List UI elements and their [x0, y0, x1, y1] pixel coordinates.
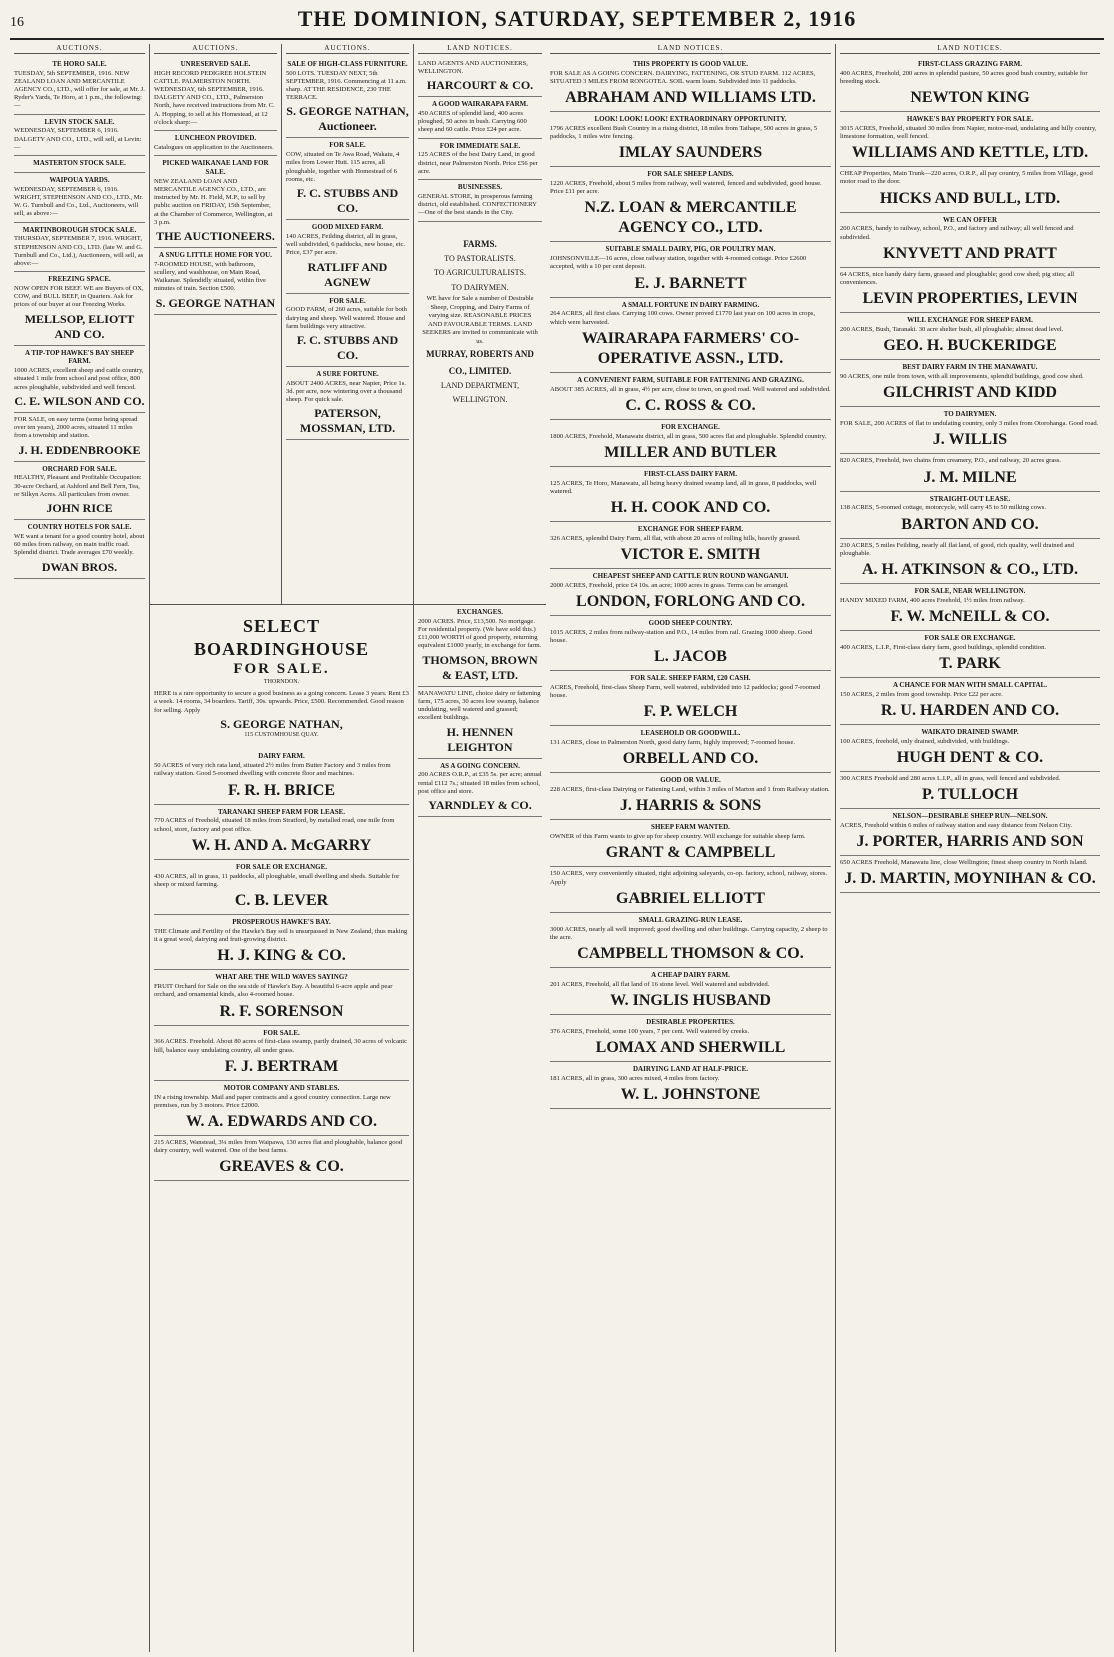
advert-body: GENERAL STORE, in prosperous farming district, old established. CONFECTIONERY—One of the best stands in the City.	[418, 192, 537, 217]
advert-body: HANDY MIXED FARM, 400 acres Freehold, 1½ miles from railway.	[840, 596, 1025, 604]
advertisement	[286, 220, 409, 293]
advert-agent: IMLAY SAUNDERS	[618, 144, 763, 162]
column-2	[150, 44, 282, 604]
advert-body: OWNER of this Farm wants to give up for sheep country. Will exchange for suitable sheep farm.	[550, 833, 806, 841]
advertisement	[550, 522, 831, 569]
advert-body: FRUIT Orchard for Sale on the sea side of Hawke's Bay. A beautiful 6-acre apple and pear orchard, and ornamental kinds, also 4-roomed house.	[154, 983, 393, 999]
advert-body: TUESDAY, 5th SEPTEMBER, 1916. NEW ZEALAND LOAN AND MERCANTILE AGENCY CO., LTD., will offer for sale, at Mr. J. Ryder's Yards, Te Horo, at 1 p.m., the following:—	[14, 69, 145, 110]
advert-body: THURSDAY, SEPTEMBER 7, 1916. WRIGHT, STEPHENSON AND CO., LTD. (late W. and G. Turnbull and Co., Ltd.), Auctioneers, will sell, as above:—	[14, 235, 144, 268]
advertisement	[550, 616, 831, 671]
advertisement	[840, 678, 1100, 725]
advert-body: 90 ACRES, one mile from town, with all improvements, splendid buildings, good cow shed.	[840, 373, 1084, 381]
advertisement	[418, 139, 542, 180]
advert-heading: A GOOD WAIRARAPA FARM.	[431, 100, 529, 109]
advert-body: 50 ACRES of very rich rata land, situated 2½ miles from Butter Factory and 3 miles from railway station. Good 5-roomed dwelling with concrete floor and machines.	[154, 762, 391, 778]
advertisement	[840, 809, 1100, 856]
farms-advert: FARMS. TO PASTORALISTS. TO AGRICULTURALISTS. TO DAIRYMEN. WE have for Sale a number of Desirable Sheep, Cropping, and Dairy Farms of varying size. REASONABLE PRICES AND FAVOURABLE TERMS. LAND SEEKERS are invited to communicate with us. MURRAY, ROBERTS AND CO., LIMITED. LAND DEPARTMENT, WELLINGTON.	[422, 238, 538, 405]
advert-agent: GEO. H. BUCKERIDGE	[883, 337, 1057, 355]
advert-agent: W. INGLIS HUSBAND	[610, 992, 771, 1010]
advert-agent: DWAN BROS.	[41, 559, 118, 574]
advert-agent: H. J. KING & CO.	[217, 947, 346, 965]
advert-body: 264 ACRES, all first class. Carrying 100 cows. Owner proved £1770 last year on 100 acres in crops, which were harvested.	[550, 310, 815, 326]
advert-heading: PICKED WAIKANAE LAND FOR SALE.	[162, 159, 269, 176]
advert-body: 200 ACRES, handy to railway, school, P.O., and factory and railway; all well fenced and subdivided.	[840, 225, 1074, 241]
advert-heading: LEASEHOLD OR GOODWILL.	[640, 729, 741, 738]
advert-agent: S. GEORGE NATHAN, Auctioneer.	[286, 104, 409, 134]
advert-body: 2000 ACRES. Price, £13,500. No mortgage. For residential property. (We have sold this.) £11,000 WORTH of good property, returning equivalent £1000 yearly, in exchange for farm.	[418, 617, 542, 650]
advert-agent: J. HARRIS & SONS	[619, 797, 762, 815]
advertisement	[550, 773, 831, 820]
advert-body: 230 ACRES, 5 miles Feilding, nearly all flat land, of good, rich quality, well drained and ploughable.	[840, 541, 1074, 557]
advert-body: GOOD FARM, of 260 acres, suitable for both dairying and sheep. Well watered. House and farm buildings very attractive.	[286, 306, 407, 330]
advert-agent: R. F. SORENSON	[219, 1002, 344, 1020]
advert-body: 300 ACRES Freehold and 280 acres L.I.P., all in grass, well fenced and subdivided.	[840, 774, 1061, 782]
columns	[10, 44, 1104, 1652]
advert-body: CHEAP Properties, Main Trunk—220 acres, O.R.P., all pay country, 5 miles from Village, good motor road to the door.	[840, 170, 1093, 186]
advertisement	[418, 57, 542, 97]
advert-agent: F. C. STUBBS AND CO.	[296, 333, 399, 363]
advert-heading: GOOD OR VALUE.	[660, 776, 721, 785]
advertisement	[14, 462, 145, 520]
advert-body: ACRES, Freehold, first-class Sheep Farm, well watered, subdivided into 12 paddocks; good 7-roomed house.	[550, 683, 821, 700]
advert-agent: J. H. EDDENBROOKE	[18, 442, 141, 457]
advert-agent: F. P. WELCH	[643, 703, 738, 721]
advert-body: 138 ACRES, 5-roomed cottage, motorcycle, will carry 45 to 50 milking cows.	[840, 504, 1047, 512]
advert-heading: BUSINESSES.	[457, 183, 503, 192]
advert-agent: ORBELL AND CO.	[622, 750, 759, 768]
column-3	[282, 44, 414, 604]
advertisement	[286, 57, 409, 139]
advertisement	[154, 915, 409, 970]
column-4-lower	[414, 605, 546, 1652]
advert-body: NEW ZEALAND LOAN AND MERCANTILE AGENCY CO., LTD., are instructed by Mr. H. Field, M.P., to sell by public auction on FRIDAY, 15th September, at the Chamber of Commerce, Wellington, at 3 p.m.	[154, 177, 273, 226]
masthead	[10, 6, 1104, 40]
advert-body: FOR SALE, on easy terms (some being spread over ten years), 2000 acres, situated 11 miles from a township and station.	[14, 415, 138, 440]
advert-body: 1015 ACRES, 2 miles from railway-station and P.O., 14 miles from rail. Grazing 1000 sheep. Good house.	[550, 628, 813, 644]
advert-agent: L. JACOB	[654, 648, 727, 666]
advert-heading: FIRST-CLASS DAIRY FARM.	[643, 469, 738, 478]
column-4	[414, 44, 546, 604]
advertisement	[840, 407, 1100, 454]
advert-body: MANAWATU LINE, choice dairy or fattening farm, 175 acres, 30 acres low swamp, balance undulating, well watered and grassed; excellent buildings.	[418, 689, 541, 722]
advert-body: 770 ACRES of Freehold, situated 18 miles from Stratford, by metalled road, one mile from school, store, factory and post office.	[154, 817, 395, 833]
advert-agent: YARNDLEY & CO.	[428, 798, 532, 813]
column-1	[10, 44, 150, 1652]
advert-agent: MILLER AND BUTLER	[604, 443, 777, 461]
advert-agent: F. W. McNEILL & CO.	[890, 607, 1050, 625]
advert-body: 150 ACRES, 2 miles from good township. Price £22 per acre.	[840, 690, 1003, 698]
section-header: AUCTIONS.	[286, 44, 409, 54]
advertisement	[840, 772, 1100, 809]
advert-agent: C. E. WILSON AND CO.	[14, 393, 145, 408]
advert-agent: ABRAHAM AND WILLIAMS LTD.	[565, 88, 816, 106]
advertisement	[550, 467, 831, 522]
advert-body: 1796 ACRES excellent Bush Country in a rising district, 18 miles from Taihape, 500 acres in grass, 5 paddocks, 1 miles wire fencing.	[550, 124, 818, 140]
advert-heading: DAIRYING LAND AT HALF-PRICE.	[632, 1065, 748, 1074]
advert-heading: A SURE FORTUNE.	[316, 370, 379, 379]
advert-heading: SMALL GRAZING-RUN LEASE.	[638, 915, 743, 924]
advert-body: FOR SALE, 200 ACRES of flat to undulating country, only 3 miles from Otorohanga. Good road.	[840, 420, 1099, 428]
advertisement	[154, 805, 409, 860]
advert-heading: GOOD SHEEP COUNTRY.	[648, 619, 733, 627]
advertisement	[840, 268, 1100, 313]
advertisement	[840, 57, 1100, 112]
advert-heading: GOOD MIXED FARM.	[311, 223, 384, 232]
advert-agent: NEWTON KING	[910, 88, 1030, 106]
advert-heading: MOTOR COMPANY AND STABLES.	[223, 1083, 340, 1092]
advertisement	[550, 867, 831, 912]
advert-heading: MASTERTON STOCK SALE.	[33, 159, 126, 168]
advert-heading: A CHANCE FOR MAN WITH SMALL CAPITAL.	[893, 680, 1047, 689]
advertisement	[550, 1062, 831, 1109]
advert-heading: THIS PROPERTY IS GOOD VALUE.	[633, 59, 748, 68]
advert-agent: J. WILLIS	[932, 431, 1008, 449]
advert-body: 64 ACRES, nice handy dairy farm, grassed and ploughable; good cow shed; pig sties; all conveniences.	[840, 270, 1075, 287]
advert-body: 500 LOTS. TUESDAY NEXT, 5th SEPTEMBER, 1916. Commencing at 11 a.m. sharp. AT THE RESIDENCE, 230 THE TERRACE.	[286, 69, 407, 102]
advert-agent: E. J. BARNETT	[634, 274, 747, 292]
advert-heading: MARTINBOROUGH STOCK SALE.	[22, 225, 137, 234]
advert-agent: W. A. EDWARDS AND CO.	[186, 1112, 377, 1130]
advertisement	[550, 242, 831, 297]
advertisement	[840, 584, 1100, 631]
advertisement	[840, 725, 1100, 772]
section-header: AUCTIONS.	[14, 44, 145, 54]
advert-heading: A SNUG LITTLE HOME FOR YOU.	[159, 251, 272, 260]
advert-body: 215 ACRES, Wanstead, 3¼ miles from Waipawa, 130 acres flat and ploughable, balance good dairy country, well watered. One of the best farms.	[154, 1138, 403, 1155]
advert-agent: WAIRARAPA FARMERS' CO-OPERATIVE ASSN., LTD.	[581, 329, 800, 367]
advert-body: LAND AGENTS AND AUCTIONEERS, WELLINGTON.	[418, 59, 528, 75]
advert-heading: ORCHARD FOR SALE.	[42, 464, 117, 473]
advertisement	[550, 726, 831, 773]
advert-agent: LEVIN PROPERTIES, LEVIN	[862, 290, 1078, 308]
page-number: 16	[10, 15, 24, 30]
advert-agent: LOMAX AND SHERWILL	[595, 1039, 786, 1057]
advertisement	[14, 115, 145, 156]
advert-heading: WAIPOUA YARDS.	[49, 175, 110, 184]
advert-agent: R. U. HARDEN AND CO.	[880, 701, 1060, 719]
advert-body: ABOUT 2400 ACRES, near Napier, Price 1s. 3d. per acre, now wintering over a thousand sheep. For quick sale.	[286, 379, 406, 404]
advert-heading: DESIRABLE PROPERTIES.	[646, 1018, 735, 1027]
advert-agent: J. PORTER, HARRIS AND SON	[856, 833, 1084, 851]
advert-heading: UNRESERVED SALE.	[180, 59, 251, 68]
advertisement	[154, 749, 409, 804]
advert-body: 3015 ACRES, Freehold, situated 30 miles from Napier, motor-road, undulating and hilly country, limestone formation, well fenced.	[840, 124, 1097, 140]
advert-body: 200 ACRES O.R.P., at £35 5s. per acre; annual rental £112 7s.; situated 18 miles from school, post office and store.	[418, 771, 542, 795]
advert-heading: DAIRY FARM.	[258, 752, 305, 761]
advert-body: 125 ACRES of the best Dairy Land, in good district, near Palmerston North. Price £56 per acre.	[418, 151, 538, 175]
advertisement	[840, 360, 1100, 407]
advert-heading: NELSON—DESIRABLE SHEEP RUN—NELSON.	[892, 812, 1048, 821]
column-2-3-lower	[150, 605, 414, 1652]
advert-agent: H. H. COOK AND CO.	[610, 499, 771, 517]
advert-body: 1220 ACRES, Freehold, about 5 miles from railway, well watered, fenced and subdivided, good house. Price £11 per acre.	[550, 179, 822, 196]
advertisement	[14, 272, 145, 345]
advert-heading: SUITABLE SMALL DAIRY, PIG, OR POULTRY MAN.	[605, 245, 776, 254]
advert-heading: LUNCHEON PROVIDED.	[174, 134, 257, 143]
advertisement	[550, 820, 831, 867]
advert-body: WE want a tenant for a good country hotel, about 60 miles from railway, on main traffic road. Splendid district. Trade averages £70 weekly.	[14, 532, 145, 557]
advert-heading: CHEAPEST SHEEP AND CATTLE RUN ROUND WANGANUI.	[592, 572, 789, 581]
advert-body: 3000 ACRES, nearly all well improved; good dwelling and other buildings. Carrying capacity, 2 sheep to the acre.	[550, 925, 828, 941]
advert-heading: FIRST-CLASS GRAZING FARM.	[917, 59, 1023, 68]
advert-body: 430 ACRES, all in grass, 11 paddocks, all ploughable, small dwelling and sheds. Suitable for sheep or mixed farming.	[154, 872, 400, 888]
advert-agent: PATERSON, MOSSMAN, LTD.	[299, 406, 396, 436]
advert-body: 450 ACRES of splendid land, 400 acres ploughed, 50 acres in bush. Carrying 600 sheep and 60 cattle. Price £24 per acre.	[418, 109, 527, 134]
advertisement	[154, 57, 277, 131]
advert-body: 376 ACRES, Freehold, some 100 years, 7 per cent. Well watered by creeks.	[550, 1027, 750, 1035]
advertisement	[14, 223, 145, 273]
advert-body: 201 ACRES, Freehold, all flat land of 16 stone level. Well watered and subdivided.	[550, 980, 770, 988]
advert-agent: LONDON, FORLONG AND CO.	[576, 593, 805, 610]
advert-agent: MELLSOP, ELIOTT AND CO.	[24, 311, 135, 341]
advertisement	[550, 420, 831, 467]
advertisement	[154, 1026, 409, 1081]
advert-agent: W. L. JOHNSTONE	[620, 1086, 761, 1104]
advert-heading: FOR SALE.	[263, 1028, 300, 1037]
advert-agent: VICTOR E. SMITH	[620, 546, 761, 564]
advert-heading: WAIKATO DRAINED SWAMP.	[921, 727, 1019, 736]
advert-agent: HICKS AND BULL, LTD.	[879, 189, 1061, 207]
advert-body: FOR SALE AS A GOING CONCERN. DAIRYING, FATTENING, OR STUD FARM. 112 ACRES, SITUATED 3 MILES FROM RONGOTEA. SOIL warm loam. Subdivided into 11 paddocks.	[550, 69, 816, 85]
advertisement	[418, 759, 542, 817]
column-5	[546, 44, 836, 1652]
advertisement	[418, 97, 542, 138]
advert-heading: BEST DAIRY FARM IN THE MANAWATU.	[902, 363, 1038, 372]
advert-agent: C. B. LEVER	[234, 892, 329, 910]
advertisement	[550, 913, 831, 968]
advert-agent: KNYVETT AND PRATT	[883, 244, 1057, 262]
advert-body: HEALTHY, Pleasant and Profitable Occupation: 30-acre Orchard, at Ashford and Bell Fern, Tea, or Silkyn Acres. All particulars from owner.	[14, 474, 142, 498]
advert-agent: J. M. MILNE	[923, 468, 1017, 486]
advert-body: 7-ROOMED HOUSE, with bathroom, scullery, and washhouse, on Main Road, Waikanae. Splendidly situated, within five minutes of train. Section £500.	[154, 260, 266, 293]
advertisement	[286, 294, 409, 367]
advert-agent: F. C. STUBBS AND CO.	[296, 186, 399, 216]
advert-heading: COUNTRY HOTELS FOR SALE.	[27, 523, 132, 532]
advert-heading: FOR SALE.	[329, 141, 366, 150]
advertisement	[14, 346, 145, 413]
advert-body: 131 ACRES, close to Palmerston North, good dairy farm, highly improved; 7-roomed house.	[550, 739, 796, 747]
advert-heading: FOR SALE, NEAR WELLINGTON.	[914, 586, 1026, 595]
advert-agent: F. J. BERTRAM	[224, 1057, 339, 1075]
advertisement	[550, 112, 831, 167]
advert-heading: A TIP-TOP HAWKE'S BAY SHEEP FARM.	[25, 348, 134, 366]
advert-body: 2000 ACRES, Freehold, price £4 10s. an acre; 1000 acres in grass. Terms can be arranged.	[550, 581, 789, 589]
advert-agent: H. HENNEN LEIGHTON	[446, 724, 514, 754]
advert-body: 400 ACRES, L.I.P., First-class dairy farm, good buildings, splendid condition.	[840, 643, 1047, 651]
advert-body: ABOUT 385 ACRES, all in grass, 4½ per acre, close to town, on good road. Well watered and subdivided.	[550, 385, 831, 393]
advertisement	[840, 492, 1100, 539]
advertisement	[840, 213, 1100, 268]
advert-body: 400 ACRES, Freehold, 200 acres in splendid pasture, 50 acres good bush country, suitable for breeding stock.	[840, 69, 1088, 85]
advert-agent: THOMSON, BROWN & EAST, LTD.	[422, 652, 538, 682]
advert-heading: TO DAIRYMEN.	[943, 410, 997, 419]
advert-body: 181 ACRES, all in grass, 300 acres mixed, 4 miles from factory.	[550, 1074, 720, 1082]
advert-agent: GILCHRIST AND KIDD	[883, 384, 1057, 402]
advert-body: HIGH RECORD PEDIGREE HOLSTEIN CATTLE. PALMERSTON NORTH. WEDNESDAY, 6th SEPTEMBER, 1916. DALGETY AND CO., LTD., Palmerston North, have received instructions from Mr. C. A. Hopping, to sell at his Homestead, at 12 o'clock sharp:—	[154, 69, 275, 126]
advertisement	[840, 539, 1100, 584]
advert-heading: AS A GOING CONCERN.	[440, 761, 520, 770]
advert-agent: THE AUCTIONEERS.	[156, 229, 275, 244]
advert-agent: WILLIAMS AND KETTLE, LTD.	[851, 144, 1089, 162]
boardinghouse-advert: SELECT BOARDINGHOUSE FOR SALE. THORNDON. HERE is a rare opportunity to secure a good business as a going concern. Lease 3 years. Rent £3 a week. 14 rooms, 34 boarders. Tariff, 30s. upwards. Price, £500. Recommended. Good reason for selling. Apply S. GEORGE NATHAN, 115 CUSTOMHOUSE QUAY.	[154, 616, 409, 738]
advert-agent: A. H. ATKINSON & CO., LTD.	[861, 560, 1079, 578]
advertisement	[286, 138, 409, 220]
advert-heading: PROSPEROUS HAWKE'S BAY.	[232, 918, 331, 927]
advert-heading: WHAT ARE THE WILD WAVES SAYING?	[215, 973, 348, 982]
advert-heading: TE HORO SALE.	[52, 59, 107, 68]
advert-agent: C. C. ROSS & CO.	[625, 396, 756, 414]
advertisement	[154, 248, 277, 315]
advertisement	[550, 1015, 831, 1062]
advert-agent: HUGH DENT & CO.	[896, 748, 1044, 766]
section-header: LAND NOTICES.	[840, 44, 1100, 54]
advertisement	[840, 313, 1100, 360]
advert-heading: TARANAKI SHEEP FARM FOR LEASE.	[217, 807, 346, 816]
advert-body: Catalogues on application to the Auctioneers.	[154, 143, 274, 151]
advertisement	[840, 167, 1100, 212]
advert-heading: EXCHANGES.	[456, 608, 504, 616]
section-header: AUCTIONS.	[154, 44, 277, 54]
advert-agent: T. PARK	[939, 654, 1001, 672]
advertisement	[14, 520, 145, 578]
section-header: LAND NOTICES.	[550, 44, 831, 54]
advert-heading: WE CAN OFFER	[942, 215, 998, 224]
advert-agent: W. H. AND A. McGARRY	[191, 836, 372, 854]
advertisement	[840, 631, 1100, 678]
advert-heading: FREEZING SPACE.	[48, 275, 111, 284]
section-header: LAND NOTICES.	[418, 44, 542, 54]
advert-body: 140 ACRES, Feilding district, all in grass, well subdivided, 6 paddocks, new house, etc. Price, £37 per acre.	[286, 232, 406, 257]
advertisement	[418, 180, 542, 221]
advertisement	[550, 373, 831, 420]
advert-body: 326 ACRES, splendid Dairy Farm, all flat, with about 20 acres of rolling hills, heavily grassed.	[550, 534, 801, 542]
advert-agent: GRANT & CAMPBELL	[605, 844, 776, 862]
advert-body: JOHNSONVILLE—16 acres, close railway station, together with 4-roomed cottage. Price £2600 accepted, with a 10 per cent deposit.	[550, 255, 807, 271]
advertisement	[840, 112, 1100, 167]
advert-body: 820 ACRES, Freehold, two chains from creamery, P.O., and railway, 20 acres grass.	[840, 457, 1062, 465]
advert-heading: FOR SALE OR EXCHANGE.	[235, 862, 327, 871]
advertisement	[14, 156, 145, 173]
advert-heading: A CHEAP DAIRY FARM.	[651, 971, 730, 980]
advert-body: 366 ACRES. Freehold. About 80 acres of first-class swamp, partly drained, 30 acres of volcanic hill, balance easy undulating country, all under grass.	[154, 1038, 408, 1054]
advert-agent: GABRIEL ELLIOTT	[616, 889, 765, 907]
advert-body: COW, situated on Te Awa Road, Wakatu, 4 miles from Lower Hutt. 115 acres, all ploughable, together with Homestead of 6 rooms, etc.	[286, 151, 400, 183]
advert-heading: WILL EXCHANGE FOR SHEEP FARM.	[907, 316, 1033, 325]
advertisement	[154, 970, 409, 1025]
advert-agent: GREAVES & CO.	[219, 1158, 344, 1176]
advertisement	[286, 367, 409, 440]
advert-body: NOW OPEN FOR BEEF. WE are Buyers of OX, COW, and BULL BEEF, in Quarters. Ask for prices of our buyer at our Freezing Works.	[14, 285, 144, 309]
advert-heading: FOR IMMEDIATE SALE.	[439, 141, 521, 150]
advertisement	[840, 454, 1100, 491]
advert-body: 228 ACRES, first-class Dairying or Fattening Land, within 3 miles of Marton and 1 from Railway station.	[550, 786, 830, 794]
advert-body: 150 ACRES, very conveniently situated, right adjoining saleyards, co-op. factory, school, railway, stores. Apply	[550, 870, 828, 886]
advert-agent: J. D. MARTIN, MOYNIHAN & CO.	[844, 870, 1096, 888]
advert-agent: RATLIFF AND AGNEW	[307, 259, 388, 289]
advert-heading: SHEEP FARM WANTED.	[651, 823, 730, 832]
center-left-block	[150, 44, 546, 1652]
advert-body: WEDNESDAY, SEPTEMBER 6, 1916. DALGETY AND CO., LTD., will sell, at Levin:—	[14, 127, 142, 151]
advertisement	[154, 860, 409, 915]
advertisement	[550, 57, 831, 112]
advert-heading: FOR SALE. SHEEP FARM, £20 CASH.	[630, 674, 751, 683]
advertisement	[550, 167, 831, 242]
advert-agent: JOHN RICE	[46, 501, 113, 516]
advert-body: 200 ACRES, Bush, Taranaki. 30 acre shelter bush, all ploughable; almost dead level.	[840, 326, 1064, 334]
advertisement	[154, 1081, 409, 1136]
advert-body: ACRES, Freehold within 6 miles of railway station and easy distance from Nelson City.	[840, 821, 1072, 829]
advertisement	[154, 156, 277, 248]
advert-heading: A SMALL FORTUNE IN DAIRY FARMING.	[621, 300, 760, 309]
advertisement	[14, 57, 145, 115]
advertisement	[550, 298, 831, 373]
advertisement	[154, 1136, 409, 1181]
advert-heading: STRAIGHT-OUT LEASE.	[929, 494, 1011, 503]
advert-agent: P. TULLOCH	[921, 786, 1019, 804]
advert-body: THE Climate and Fertility of the Hawke's Bay soil is unsurpassed in New Zealand, thus making it a great wool, dairying and fruit-growing district.	[154, 927, 408, 944]
advert-heading: FOR SALE.	[329, 296, 366, 305]
advertisement	[14, 413, 145, 462]
advert-body: 100 ACRES, freehold, only drained, subdivided, with buildings.	[840, 737, 1010, 745]
advert-heading: FOR SALE OR EXCHANGE.	[924, 633, 1016, 642]
advert-agent: HARCOURT & CO.	[426, 78, 534, 93]
newspaper-title: THE DOMINION, SATURDAY, SEPTEMBER 2, 1916	[297, 6, 857, 31]
advertisement	[154, 131, 277, 156]
advert-agent: S. GEORGE NATHAN	[155, 295, 276, 310]
advertisement	[550, 968, 831, 1015]
advert-heading: FOR SALE SHEEP LANDS.	[647, 170, 734, 179]
advert-body: IN a rising township. Mail and paper contracts and a good country connection. Large new premises, run by 3 motors. Price £2000.	[154, 1093, 391, 1109]
advert-body: WEDNESDAY, SEPTEMBER 6, 1916. WRIGHT, STEPHENSON AND CO., LTD., Mr. W. G. Turnbull and Co., Ltd., Auctioneers, will sell, as above:—	[14, 185, 144, 218]
advert-heading: FOR EXCHANGE.	[661, 422, 720, 431]
advert-heading: EXCHANGE FOR SHEEP FARM.	[637, 525, 744, 534]
advert-agent: F. R. H. BRICE	[228, 781, 335, 799]
advert-agent: CAMPBELL THOMSON & CO.	[577, 945, 804, 963]
advertisement	[418, 605, 542, 687]
column-6	[836, 44, 1104, 1652]
advert-heading: LOOK! LOOK! LOOK! EXTRAORDINARY OPPORTUNITY.	[594, 114, 787, 123]
advert-heading: SALE OF HIGH-CLASS FURNITURE.	[287, 59, 408, 68]
advertisement	[550, 671, 831, 726]
advert-body: 1000 ACRES, excellent sheep and cattle country, situated 1 mile from school and post office, 800 acres ploughable, subdivided and well fenced.	[14, 367, 144, 391]
advertisement	[14, 173, 145, 223]
advertisement	[840, 856, 1100, 893]
advert-heading: A CONVENIENT FARM, SUITABLE FOR FATTENING AND GRAZING.	[577, 375, 804, 384]
advert-body: 1800 ACRES, Freehold, Manawatu district, all in grass, 500 acres flat and ploughable. Splendid country.	[550, 432, 827, 440]
advert-body: 125 ACRES, Te Horo, Manawatu, all being heavy drained swamp land, all in grass, 8 paddocks, well watered.	[550, 479, 817, 495]
advert-heading: HAWKE'S BAY PROPERTY FOR SALE.	[906, 114, 1034, 123]
advertisement	[418, 687, 542, 759]
advert-agent: N.Z. LOAN & MERCANTILE AGENCY CO., LTD.	[584, 199, 797, 237]
advertisement	[550, 569, 831, 616]
advert-agent: BARTON AND CO.	[901, 515, 1039, 533]
advert-body: 650 ACRES Freehold, Manawatu line, close Wellington; finest sheep country in North Island.	[840, 859, 1088, 867]
advert-heading: LEVIN STOCK SALE.	[44, 117, 115, 126]
